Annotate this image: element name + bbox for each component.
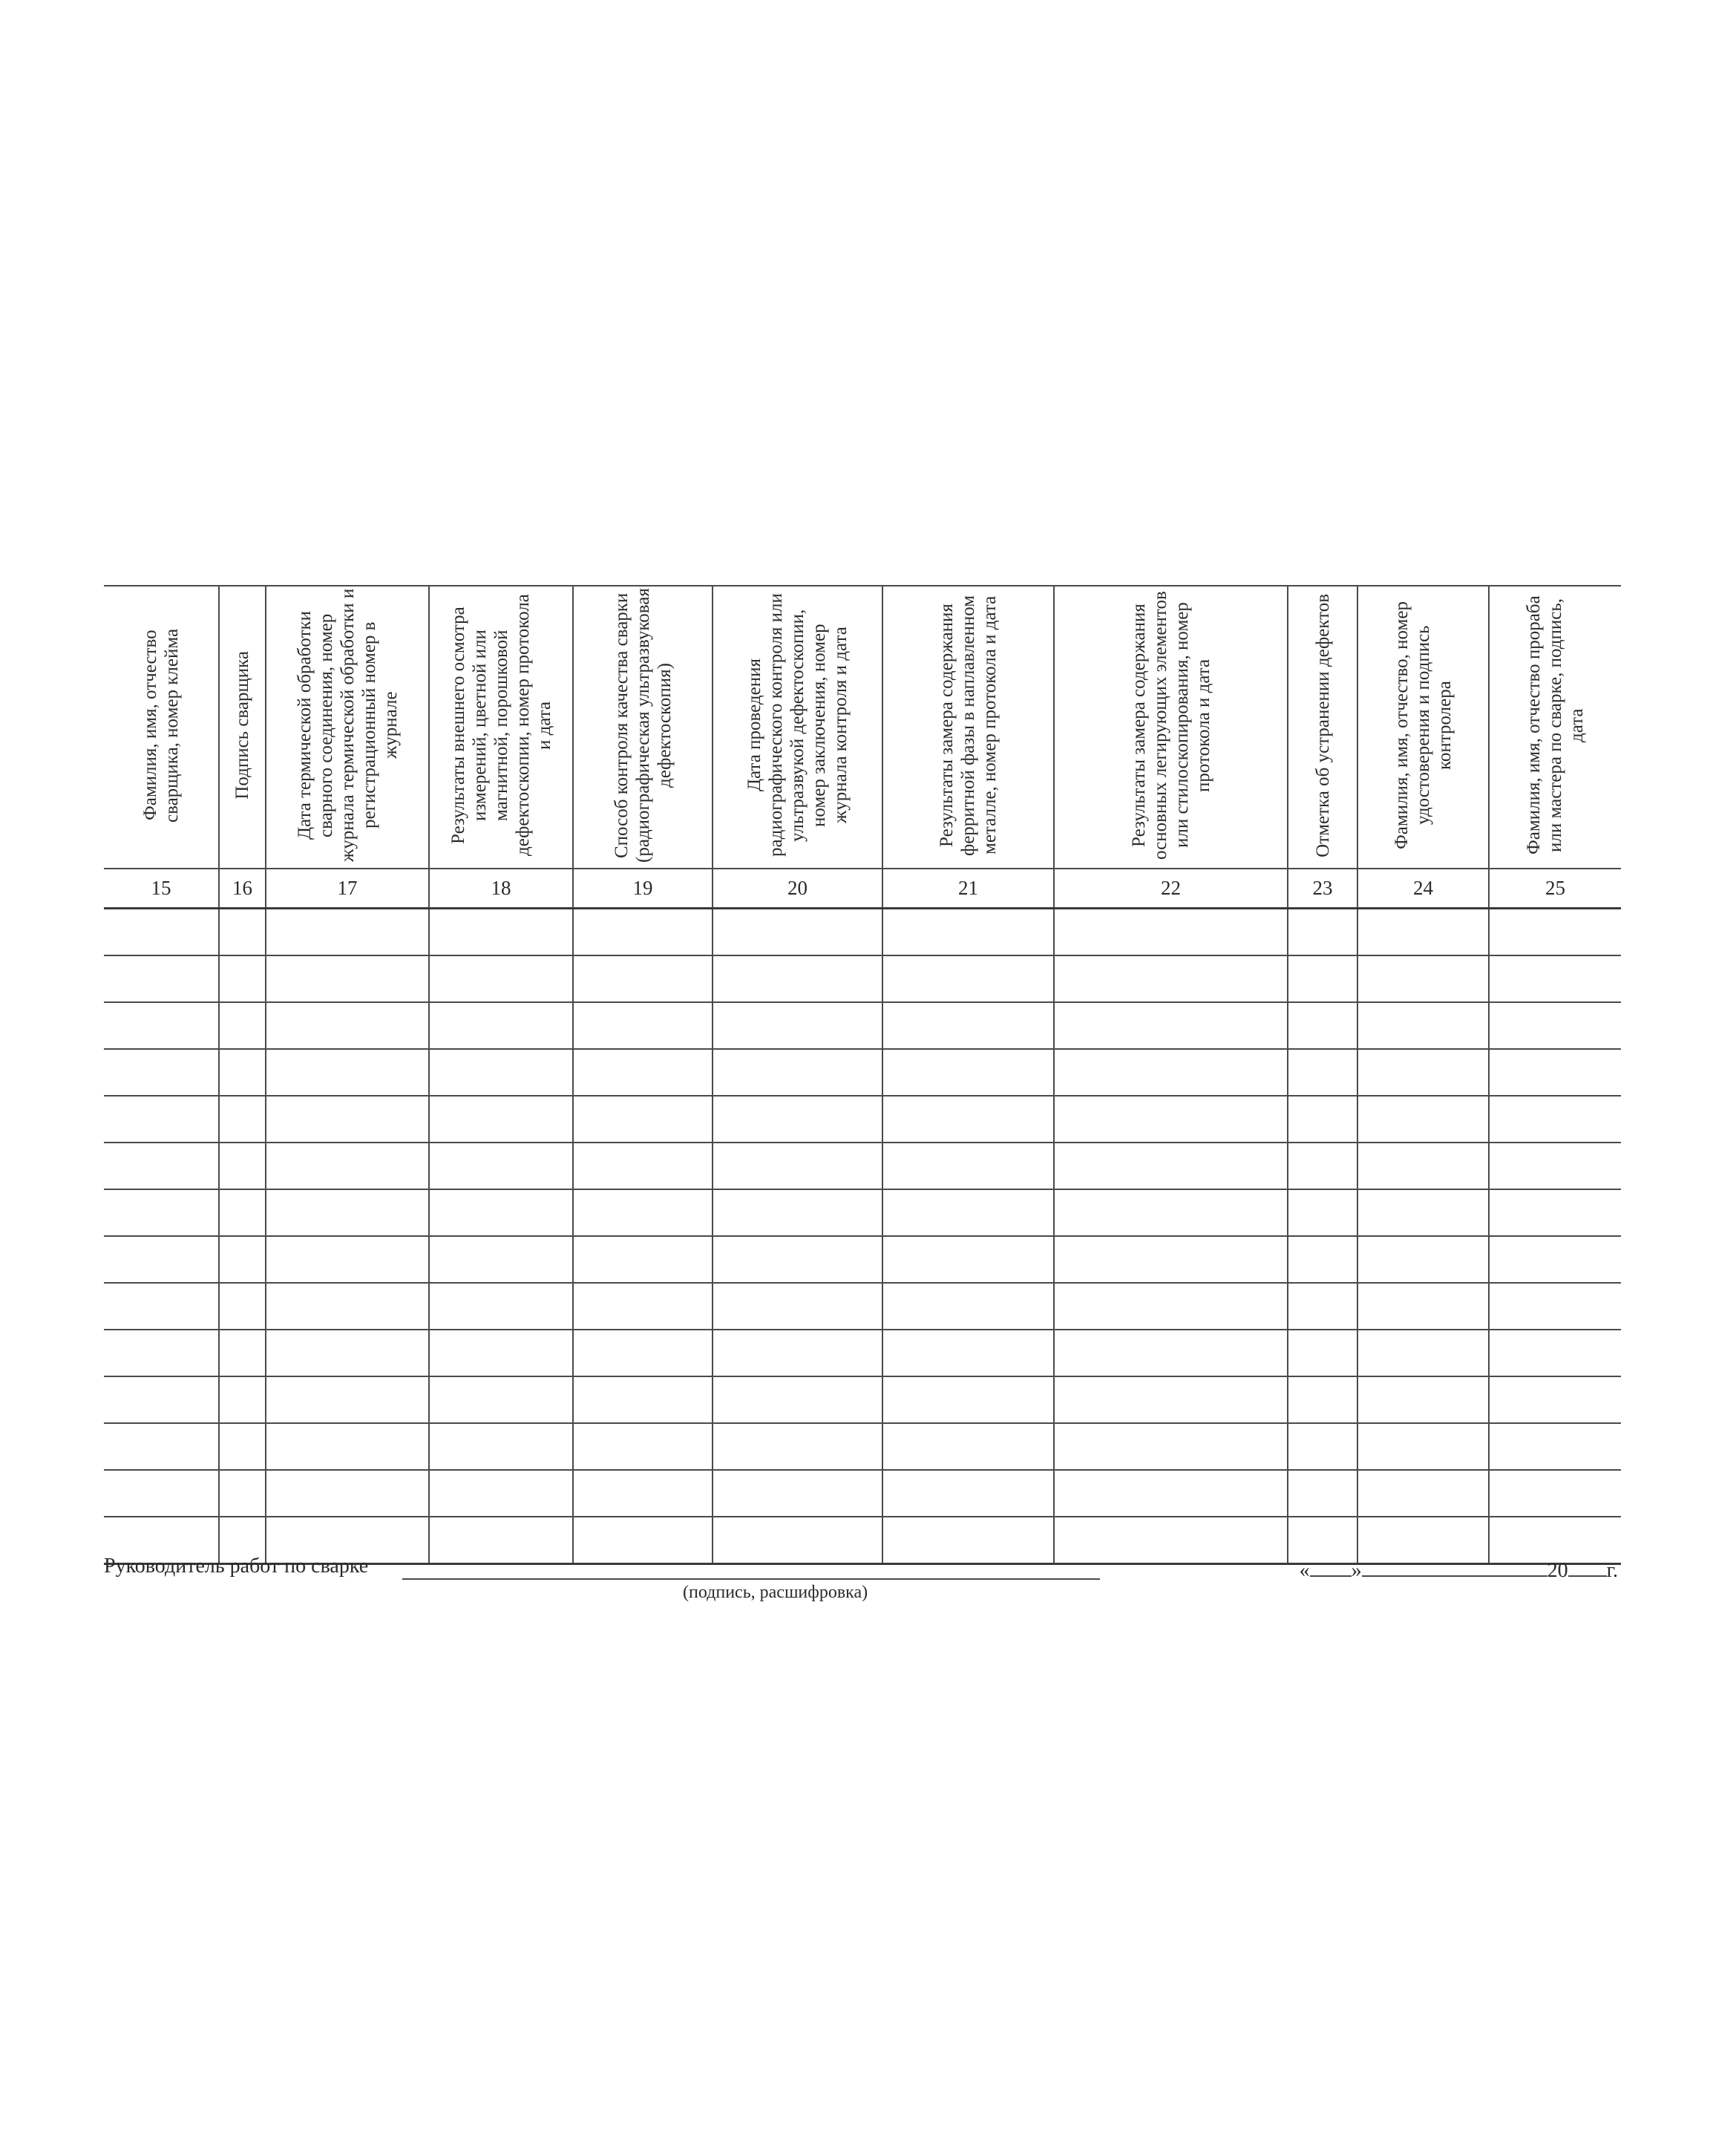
table-cell[interactable] — [713, 1423, 882, 1470]
column-header — [104, 586, 219, 869]
table-cell[interactable] — [429, 1376, 573, 1423]
table-row — [104, 909, 1621, 956]
table-cell[interactable] — [1357, 1330, 1489, 1376]
column-header-text: Фамилия, имя, отчество, номер удостоверения и подпись контролера — [1392, 601, 1455, 849]
table-row — [104, 1236, 1621, 1283]
table-cell[interactable] — [1489, 1283, 1621, 1330]
table-cell[interactable] — [1288, 1470, 1357, 1517]
table-cell[interactable] — [1489, 1423, 1621, 1470]
table-cell[interactable] — [266, 1096, 429, 1143]
table-cell[interactable] — [429, 955, 573, 1002]
table-cell[interactable] — [1288, 909, 1357, 956]
table-cell[interactable] — [1489, 1096, 1621, 1143]
table-cell[interactable] — [266, 1143, 429, 1189]
table-cell[interactable] — [1357, 1283, 1489, 1330]
table-cell[interactable] — [713, 955, 882, 1002]
table-cell[interactable] — [882, 1189, 1054, 1236]
table-cell[interactable] — [1288, 1423, 1357, 1470]
table-cell[interactable] — [1054, 1330, 1288, 1376]
table-cell[interactable] — [219, 909, 266, 956]
column-header — [1288, 586, 1357, 869]
table-cell[interactable] — [1288, 1002, 1357, 1049]
table-cell[interactable] — [266, 1283, 429, 1330]
table-cell[interactable] — [882, 1143, 1054, 1189]
table-cell[interactable] — [1054, 1096, 1288, 1143]
table-cell[interactable] — [1054, 955, 1288, 1002]
table-cell[interactable] — [1054, 1236, 1288, 1283]
table-cell[interactable] — [1357, 1423, 1489, 1470]
table-cell[interactable] — [104, 1470, 219, 1517]
table-cell[interactable] — [1288, 1143, 1357, 1189]
column-number: 19 — [573, 869, 713, 909]
table-cell[interactable] — [1357, 1376, 1489, 1423]
table-cell[interactable] — [266, 1002, 429, 1049]
table-cell[interactable] — [1054, 1143, 1288, 1189]
column-number: 16 — [219, 869, 266, 909]
table-cell[interactable] — [882, 1470, 1054, 1517]
column-header-text: Подпись сварщика — [232, 651, 252, 800]
table-cell[interactable] — [1054, 1423, 1288, 1470]
column-header — [266, 586, 429, 869]
table-row — [104, 1143, 1621, 1189]
table-cell[interactable] — [219, 1049, 266, 1096]
column-header-text: Результаты замера содержания ферритной фазы в наплавленном металле, номер протокола и дата — [937, 595, 1000, 856]
column-header — [1489, 586, 1621, 869]
table-cell[interactable] — [713, 909, 882, 956]
table-cell[interactable] — [882, 1096, 1054, 1143]
year-blank[interactable] — [1568, 1555, 1607, 1577]
table-cell[interactable] — [1489, 1002, 1621, 1049]
table-cell[interactable] — [1054, 1283, 1288, 1330]
column-number: 25 — [1489, 869, 1621, 909]
table-cell[interactable] — [1288, 1236, 1357, 1283]
table-row — [104, 1189, 1621, 1236]
year-prefix: 20 — [1547, 1559, 1568, 1582]
table-cell[interactable] — [219, 1283, 266, 1330]
column-number: 22 — [1054, 869, 1288, 909]
table-cell[interactable] — [1357, 955, 1489, 1002]
table-cell[interactable] — [266, 1376, 429, 1423]
table-cell[interactable] — [104, 1096, 219, 1143]
table-cell[interactable] — [219, 1470, 266, 1517]
table-cell[interactable] — [104, 909, 219, 956]
table-cell[interactable] — [219, 1096, 266, 1143]
table-cell[interactable] — [1054, 1049, 1288, 1096]
table-cell[interactable] — [573, 1376, 713, 1423]
table-cell[interactable] — [219, 1143, 266, 1189]
table-cell[interactable] — [1357, 1470, 1489, 1517]
table-cell[interactable] — [266, 1423, 429, 1470]
column-number-row — [104, 869, 1621, 909]
table-cell[interactable] — [1054, 1470, 1288, 1517]
column-number: 15 — [104, 869, 219, 909]
year-suffix: г. — [1606, 1559, 1618, 1582]
column-number: 23 — [1288, 869, 1357, 909]
column-header — [1357, 586, 1489, 869]
table-cell[interactable] — [713, 1236, 882, 1283]
table-cell[interactable] — [219, 1236, 266, 1283]
table-cell[interactable] — [429, 1470, 573, 1517]
table-cell[interactable] — [1288, 1189, 1357, 1236]
column-header — [1054, 586, 1288, 869]
table-cell[interactable] — [713, 1376, 882, 1423]
table-cell[interactable] — [219, 1002, 266, 1049]
table-cell[interactable] — [219, 1423, 266, 1470]
table-cell[interactable] — [266, 1049, 429, 1096]
column-number: 17 — [266, 869, 429, 909]
column-number: 24 — [1357, 869, 1489, 909]
table-cell[interactable] — [1357, 909, 1489, 956]
table-cell[interactable] — [1489, 1330, 1621, 1376]
table-cell[interactable] — [713, 1330, 882, 1376]
table-cell[interactable] — [429, 909, 573, 956]
table-cell[interactable] — [429, 1330, 573, 1376]
table-cell[interactable] — [573, 909, 713, 956]
table-cell[interactable] — [573, 1470, 713, 1517]
column-header — [713, 586, 882, 869]
table-cell[interactable] — [429, 1283, 573, 1330]
table-cell[interactable] — [429, 1002, 573, 1049]
table-row — [104, 1423, 1621, 1470]
column-header-text: Результаты замера содержания основных легирующих элементов или стилоскопирования, номер протокола и дата — [1128, 591, 1213, 860]
column-header — [882, 586, 1054, 869]
close-quote: » — [1351, 1559, 1362, 1582]
table-cell[interactable] — [713, 1049, 882, 1096]
table-cell[interactable] — [573, 955, 713, 1002]
table-cell[interactable] — [573, 1423, 713, 1470]
table-cell[interactable] — [429, 1143, 573, 1189]
table-cell[interactable] — [713, 1470, 882, 1517]
table-cell[interactable] — [882, 955, 1054, 1002]
column-header-text: Способ контроля качества сварки (радиографическая ультразвуковая дефектоскопия) — [611, 588, 675, 863]
table-cell[interactable] — [104, 1049, 219, 1096]
table-cell[interactable] — [1357, 1002, 1489, 1049]
table-row — [104, 1330, 1621, 1376]
signature-caption: (подпись, расшифровка) — [683, 1583, 868, 1602]
table-cell[interactable] — [713, 1143, 882, 1189]
column-header-text: Дата проведения радиографического контроля или ультразвукой дефектоскопии, номер заключения, номер журнала контроля и дата — [744, 593, 851, 857]
table-row — [104, 1283, 1621, 1330]
table-cell[interactable] — [104, 1143, 219, 1189]
table-cell[interactable] — [573, 1096, 713, 1143]
table-cell[interactable] — [882, 1376, 1054, 1423]
table-cell[interactable] — [219, 1189, 266, 1236]
table-cell[interactable] — [266, 1236, 429, 1283]
table-cell[interactable] — [713, 1002, 882, 1049]
table-cell[interactable] — [266, 1189, 429, 1236]
table-cell[interactable] — [1489, 1376, 1621, 1423]
table-cell[interactable] — [882, 1423, 1054, 1470]
table-cell[interactable] — [266, 1470, 429, 1517]
table-cell[interactable] — [573, 1049, 713, 1096]
table-cell[interactable] — [104, 1189, 219, 1236]
table-cell[interactable] — [1489, 1236, 1621, 1283]
table-cell[interactable] — [1288, 1049, 1357, 1096]
table-cell[interactable] — [573, 1002, 713, 1049]
table-cell[interactable] — [104, 955, 219, 1002]
column-header — [573, 586, 713, 869]
table-cell[interactable] — [1054, 909, 1288, 956]
table-cell[interactable] — [882, 909, 1054, 956]
welding-manager-label: Руководитель работ по сварке — [104, 1555, 369, 1578]
table-cell[interactable] — [104, 1330, 219, 1376]
table-cell[interactable] — [882, 1330, 1054, 1376]
table-cell[interactable] — [429, 1049, 573, 1096]
table-cell[interactable] — [1288, 1376, 1357, 1423]
table-cell[interactable] — [266, 955, 429, 1002]
day-blank[interactable] — [1310, 1555, 1352, 1577]
column-header-text: Фамилия, имя, отчество прораба или мастера по сварке, подпись, дата — [1524, 595, 1587, 855]
table-cell[interactable] — [104, 1376, 219, 1423]
table-cell[interactable] — [1357, 1049, 1489, 1096]
table-cell[interactable] — [219, 955, 266, 1002]
table-row — [104, 1096, 1621, 1143]
table-cell[interactable] — [713, 1096, 882, 1143]
table-cell[interactable] — [1054, 1189, 1288, 1236]
table-cell[interactable] — [104, 1283, 219, 1330]
table-cell[interactable] — [429, 1423, 573, 1470]
column-header-text: Результаты внешнего осмотра измерений, цветной или магнитной, порошковой дефектоскопии, номер протокола и дата — [448, 594, 554, 857]
table-cell[interactable] — [1489, 1049, 1621, 1096]
column-header — [429, 586, 573, 869]
table-cell[interactable] — [882, 1283, 1054, 1330]
welding-journal-table — [104, 585, 1621, 1565]
column-number: 21 — [882, 869, 1054, 909]
table-cell[interactable] — [573, 1236, 713, 1283]
table-cell[interactable] — [1357, 1189, 1489, 1236]
column-number: 18 — [429, 869, 573, 909]
column-header — [219, 586, 266, 869]
table-cell[interactable] — [882, 1049, 1054, 1096]
table-cell[interactable] — [1489, 1470, 1621, 1517]
table-cell[interactable] — [1489, 1143, 1621, 1189]
table-cell[interactable] — [219, 1376, 266, 1423]
table-cell[interactable] — [266, 1330, 429, 1376]
table-row — [104, 1002, 1621, 1049]
table-cell[interactable] — [573, 1143, 713, 1189]
table-row — [104, 1376, 1621, 1423]
table-cell[interactable] — [1489, 955, 1621, 1002]
table-cell[interactable] — [882, 1236, 1054, 1283]
table-cell[interactable] — [1288, 1283, 1357, 1330]
table-cell[interactable] — [1288, 1330, 1357, 1376]
table-row — [104, 955, 1621, 1002]
table-cell[interactable] — [1288, 955, 1357, 1002]
table-cell[interactable] — [1288, 1096, 1357, 1143]
table-cell[interactable] — [1357, 1236, 1489, 1283]
header-row — [104, 586, 1621, 869]
signature-line[interactable] — [402, 1578, 1100, 1580]
table-row — [104, 1470, 1621, 1517]
journal-sheet — [104, 585, 1621, 1565]
table-cell[interactable] — [104, 1236, 219, 1283]
column-header-text: Дата термической обработки сварного соединения, номер журнала термической обработки и регистрационный номер в журнале — [294, 588, 401, 863]
table-row — [104, 1049, 1621, 1096]
table-cell[interactable] — [713, 1189, 882, 1236]
table-cell[interactable] — [219, 1330, 266, 1376]
month-blank[interactable] — [1362, 1555, 1547, 1577]
table-cell[interactable] — [573, 1283, 713, 1330]
table-cell[interactable] — [429, 1189, 573, 1236]
date-field — [1300, 1555, 1618, 1583]
table-cell[interactable] — [882, 1002, 1054, 1049]
table-cell[interactable] — [104, 1002, 219, 1049]
table-cell[interactable] — [1054, 1376, 1288, 1423]
table-cell[interactable] — [429, 1236, 573, 1283]
table-cell[interactable] — [104, 1423, 219, 1470]
column-number: 20 — [713, 869, 882, 909]
table-cell[interactable] — [1357, 1096, 1489, 1143]
table-cell[interactable] — [1489, 1189, 1621, 1236]
table-cell[interactable] — [573, 1330, 713, 1376]
column-header-text: Отметка об устранении дефектов — [1312, 593, 1333, 857]
column-header-text: Фамилия, имя, отчество сварщика, номер клейма — [140, 628, 182, 823]
table-cell[interactable] — [1357, 1143, 1489, 1189]
table-cell[interactable] — [1054, 1002, 1288, 1049]
table-cell[interactable] — [713, 1283, 882, 1330]
table-cell[interactable] — [573, 1189, 713, 1236]
open-quote: « — [1299, 1559, 1310, 1582]
table-cell[interactable] — [429, 1096, 573, 1143]
journal-footer — [104, 1546, 1621, 1602]
table-cell[interactable] — [1489, 909, 1621, 956]
table-cell[interactable] — [266, 909, 429, 956]
